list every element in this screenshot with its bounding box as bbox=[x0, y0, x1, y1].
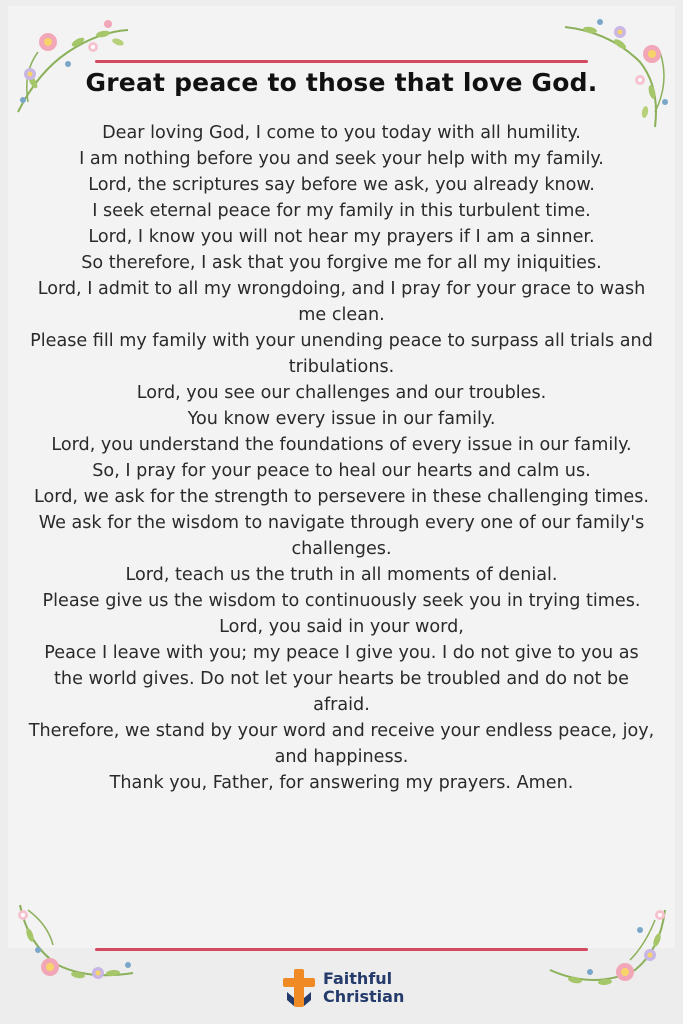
flower-decoration-bottom-left bbox=[8, 895, 138, 995]
prayer-line: Please give us the wisdom to continuously seek you in trying times. bbox=[42, 591, 641, 611]
prayer-line: I am nothing before you and seek your help with my family. bbox=[79, 149, 604, 169]
prayer-line: Peace I leave with you; my peace I give you. I do not give to you as the world gives. Do not let your hearts be troubled and do not be afraid. bbox=[44, 643, 639, 715]
prayer-line: I seek eternal peace for my family in this turbulent time. bbox=[92, 201, 591, 221]
prayer-line: Lord, teach us the truth in all moments of denial. bbox=[125, 565, 558, 585]
prayer-line: Lord, we ask for the strength to persevere in these challenging times. bbox=[34, 487, 649, 507]
prayer-line: Lord, you understand the foundations of every issue in our family. bbox=[51, 435, 632, 455]
brand-name bbox=[323, 970, 404, 1006]
prayer-line: Please fill my family with your unending peace to surpass all trials and tribulations. bbox=[30, 331, 653, 377]
prayer-line: Lord, the scriptures say before we ask, you already know. bbox=[88, 175, 595, 195]
prayer-line: Therefore, we stand by your word and receive your endless peace, joy, and happiness. bbox=[28, 721, 655, 767]
prayer-line: Lord, you see our challenges and our troubles. bbox=[136, 383, 547, 403]
brand-name-line2: Christian bbox=[323, 987, 405, 1006]
prayer-text bbox=[28, 120, 655, 796]
page-title: Great peace to those that love God. bbox=[85, 68, 598, 97]
prayer-line: So, I pray for your peace to heal our hearts and calm us. bbox=[92, 461, 591, 481]
prayer-line: Thank you, Father, for answering my prayers. Amen. bbox=[109, 773, 574, 793]
prayer-line: Dear loving God, I come to you today with all humility. bbox=[102, 123, 581, 143]
prayer-line: Lord, you said in your word, bbox=[219, 617, 464, 637]
flower-decoration-top-left bbox=[8, 12, 138, 122]
prayer-line: You know every issue in our family. bbox=[187, 409, 496, 429]
brand-name-line1: Faithful bbox=[323, 969, 393, 988]
cross-icon bbox=[281, 968, 317, 1008]
prayer-line: We ask for the wisdom to navigate through every one of our family's challenges. bbox=[38, 513, 645, 559]
prayer-line: So therefore, I ask that you forgive me for all my iniquities. bbox=[81, 253, 602, 273]
brand-logo[interactable] bbox=[281, 966, 404, 1010]
prayer-line: Lord, I know you will not hear my prayers if I am a sinner. bbox=[88, 227, 595, 247]
top-divider bbox=[95, 60, 588, 63]
prayer-line: Lord, I admit to all my wrongdoing, and I pray for your grace to wash me clean. bbox=[37, 279, 646, 325]
bottom-divider bbox=[95, 948, 588, 951]
